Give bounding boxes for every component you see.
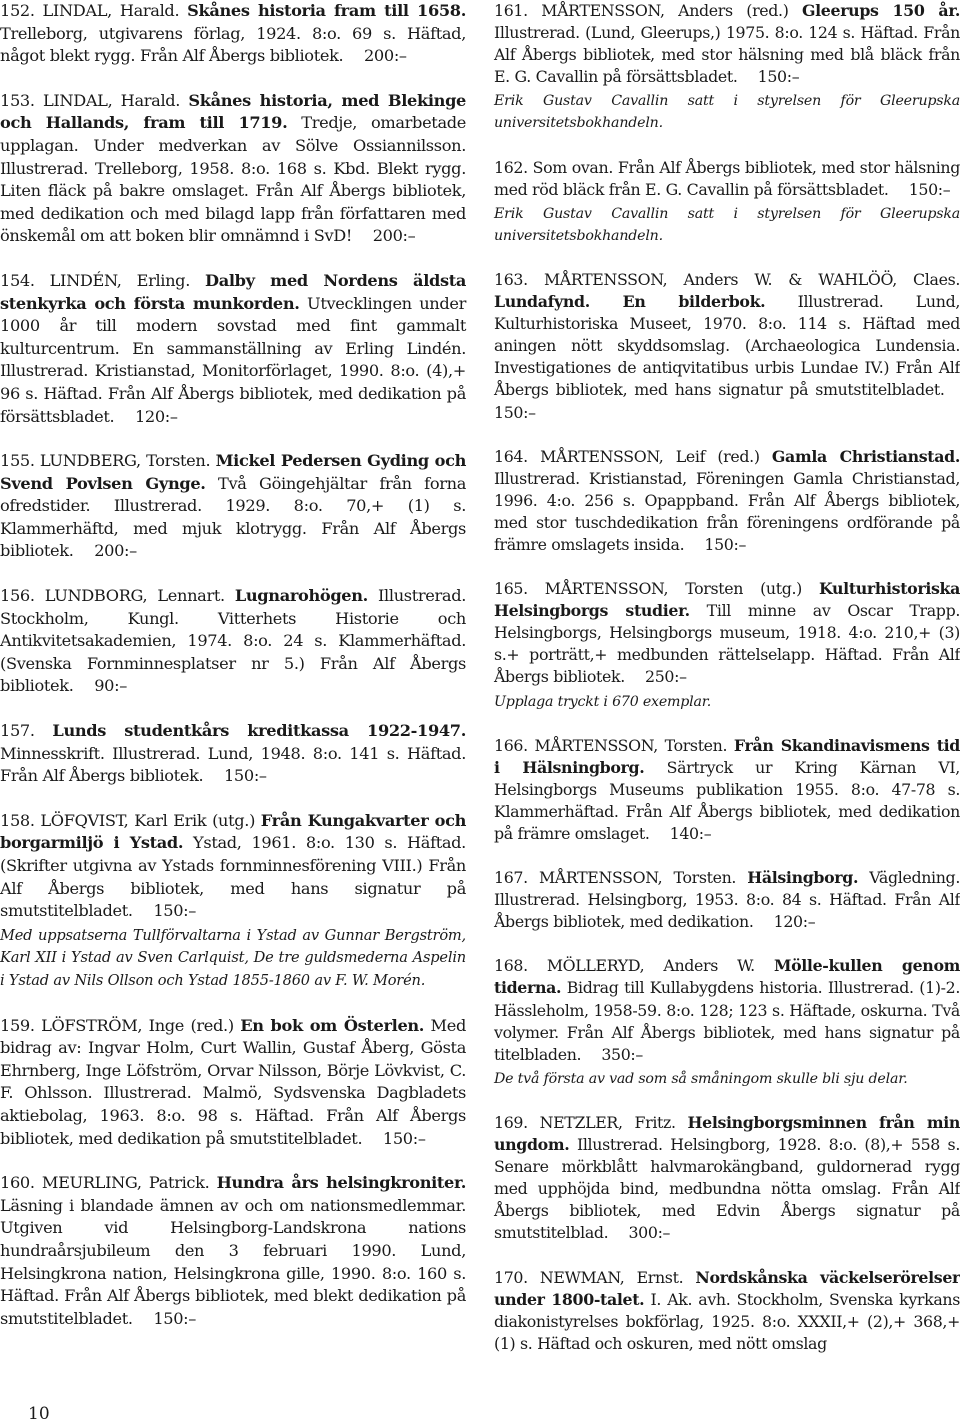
entry-title: Från Kungakvarter och borgarmiljö i Ystad. (0, 810, 466, 853)
entry-author: 165. MÅRTENSSON, Torsten (utg.) (494, 579, 820, 599)
catalog-entry (494, 955, 960, 1090)
entry-title: Från Skandinavismens tid i Hälsningborg. (494, 735, 960, 777)
catalog-entry (0, 810, 466, 993)
entry-description: Illustrerad. Kristianstad, Föreningen Gamla Christianstad, 1996. 4:o. 256 s. Opappband. Från Alf Åbergs bibliotek, med stor tuschdedikation från föreningens ordförande på främre omslagets insida. (494, 468, 960, 554)
entry-title: Lunds studentkårs kreditkassa 1922-1947. (52, 721, 466, 741)
entry-description: Minnesskrift. Illustrerad. Lund, 1948. 8:o. 141 s. Häftad. Från Alf Åbergs bibliotek. (0, 743, 466, 786)
entry-description: Från Alf Åbergs bibliotek, med stor hälsning med röd bläck från E. G. Cavallin på försättsbladet. (494, 157, 960, 199)
right-column (494, 0, 960, 1377)
entry-price: 150:– (223, 766, 267, 786)
page-number: 10 (28, 1404, 50, 1424)
catalog-entry (494, 1112, 960, 1245)
entry-author: 166. MÅRTENSSON, Torsten. (494, 735, 734, 755)
entry-author: 153. LINDAL, Harald. (0, 90, 189, 110)
catalog-entry (494, 269, 960, 424)
entry-price: 200:– (94, 541, 137, 561)
entry-author: 159. LÖFSTRÖM, Inge (red.) (0, 1015, 241, 1035)
entry-author: 156. LUNDBORG, Lennart. (0, 586, 235, 606)
entry-author: 162. Som ovan. (494, 157, 618, 177)
entry-note: Erik Gustav Cavallin satt i styrelsen för Gleerupska universitetsbokhandeln. (494, 205, 960, 244)
entry-price: 120:– (134, 406, 178, 426)
catalog-entry (494, 1267, 960, 1355)
entry-note: Upplaga tryckt i 670 exemplar. (494, 693, 712, 710)
entry-description: Illustrerad. Lund, Kulturhistoriska Museet, 1970. 8:o. 114 s. Häftad med aningen nött skyddsomslag. (Archaeologica Lundensia. Investigationes de antiqvitatibus urbis Lundae IV.) Från Alf Åbergs bibliotek, med hans signatur på smutstitelbladet. (494, 292, 960, 400)
entry-author: 163. MÅRTENSSON, Anders W. & WAHLÖÖ, Claes. (494, 269, 960, 289)
entry-author: 168. MÖLLERYD, Anders W. (494, 956, 774, 976)
catalog-entry (0, 585, 466, 698)
catalog-entry (0, 450, 466, 563)
entry-author: 167. MÅRTENSSON, Torsten. (494, 868, 748, 888)
catalog-entry (494, 0, 960, 135)
entry-description: Ystad, 1961. 8:o. 130 s. Häftad. (Skrifter utgivna av Ystads fornminnesförening VIII.) Från Alf Åbergs bibliotek, med hans signatur på smutstitelbladet. (0, 833, 466, 921)
catalog-entry (0, 270, 466, 428)
entry-author: 169. NETZLER, Fritz. (494, 1112, 688, 1132)
entry-description: Illustrerad. (Lund, Gleerups,) 1975. 8:o. 124 s. Häftad. Från Alf Åbergs bibliotek, med stor hälsning med blå bläck från E. G. Cavallin på försättsbladet. (494, 23, 960, 87)
entry-author: 164. MÅRTENSSON, Leif (red.) (494, 446, 772, 466)
entry-title: Mickel Pedersen Gyding och Svend Povlsen Gynge. (0, 451, 466, 493)
entry-price: 150:– (704, 534, 747, 554)
entry-title: Gleerups 150 år. (802, 1, 960, 20)
entry-title: Hälsingborg. (747, 868, 859, 888)
catalog-entry (0, 90, 466, 248)
left-column (0, 0, 466, 1352)
entry-description: Med bidrag av: Ingvar Holm, Curt Wallin, Gustaf Åberg, Gösta Ehrnberg, Inge Löfström, Orvar Nilsson, Börje Lövkvist, C. F. Ohlsson. Illustrerad. Malmö, Sydsvenska Dagbladets aktiebolag, 1963. 8:o. 98 s. Häftad. Från Alf Åbergs bibliotek, med dedikation på smutstitelbladet. (0, 1015, 466, 1148)
entry-description: Illustrerad. Helsingborg, 1928. 8:o. (8),+ 558 s. Senare mörkblått halvmarokängband, guldornerad rygg med upphöjda bind, medbundna nötta omslag. Från Alf Åbergs bibliotek, med Edvin Åbergs signatur på smutstitelblad. (494, 1135, 960, 1243)
entry-title: Lugnarohögen. (234, 586, 368, 606)
entry-price: 150:– (153, 1308, 197, 1328)
catalog-entry (0, 1015, 466, 1151)
entry-description: Till minne av Oscar Trapp. Helsingborgs, Helsingborgs museum, 1918. 4:o. 210,+ (3) s.+ porträtt,+ medbunden rättelselapp. Häftad. Från Alf Åbergs bibliotek. (494, 601, 960, 687)
entry-price: 300:– (628, 1223, 671, 1243)
entry-note: Med uppsatserna Tullförvaltarna i Ystad av Gunnar Bergström, Karl XII i Ystad av Sven Carlquist, De tre guldsmederna Aspelin i Ystad av Nils Ollson och Ystad 1855-1860 av F. W. Morén. (0, 926, 466, 989)
entry-price: 90:– (94, 676, 127, 696)
entry-description: Tredje, omarbetade upplagan. Under medverkan av Sölve Ossiannilsson. Illustrerad. Trelleborg, 1958. 8:o. 168 s. Kbd. Blekt rygg. Liten fläck på bakre omslaget. Från Alf Åbergs bibliotek, med dedikation och med bilagd lapp från författaren med önskemål om att boken blir omnämnd i SvD! (0, 113, 466, 246)
entry-price: 350:– (601, 1044, 643, 1064)
entry-price: 150:– (908, 179, 951, 199)
entry-note: Erik Gustav Cavallin satt i styrelsen för Gleerupska universitetsbokhandeln. (494, 93, 960, 132)
entry-author: 160. MEURLING, Patrick. (0, 1173, 217, 1193)
entry-title: Nordskånska väckelserörelser under 1800-talet. (494, 1267, 960, 1309)
entry-description: Vägledning. Illustrerad. Helsingborg, 1953. 8:o. 84 s. Häftad. Från Alf Åbergs bibliotek, med dedikation. (494, 868, 960, 932)
entry-description: Bidrag till Kullabygdens historia. Illustrerad. (1)-2. Hässleholm, 1958-59. 8:o. 128; 123 s. Häftade, oskurna. Två volymer. Från Alf Åbergs bibliotek, med hans signatur på titelbladen. (494, 978, 960, 1064)
entry-author: 158. LÖFQVIST, Karl Erik (utg.) (0, 810, 261, 830)
entry-price: 150:– (494, 402, 536, 422)
entry-price: 250:– (645, 667, 687, 687)
entry-description: Särtryck ur Kring Kärnan VI, Helsingborgs Museums publikation 1955. 8:o. 47-78 s. Klammerhäftad. Från Alf Åbergs bibliotek, med dedikation på främre omslaget. (494, 757, 960, 843)
entry-price: 120:– (773, 912, 816, 932)
entry-title: Kulturhistoriska Helsingborgs studier. (494, 579, 960, 621)
entry-title: Hundra års helsingkroniter. (216, 1173, 466, 1193)
entry-description: Utvecklingen under 1000 år till modern sovstad med fint gammalt kulturcentrum. En sammanställning av Erling Lindén. Illustrerad. Kristianstad, Monitorförlaget, 1990. 8:o. (4),+ 96 s. Häftad. Från Alf Åbergs bibliotek, med dedikation på försättsbladet. (0, 293, 466, 426)
entry-description: Illustrerad. Stockholm, Kungl. Vitterhets Historie och Antikvitetsakademien, 1974. 8:o. 24 s. Klammerhäftad. (Svenska Fornminnesplatser nr 5.) Från Alf Åbergs bibliotek. (0, 586, 466, 696)
catalog-entry (0, 1172, 466, 1330)
entry-author: 152. LINDAL, Harald. (0, 1, 188, 20)
entry-description: Trelleborg, utgivarens förlag, 1924. 8:o. 69 s. Häftad, något blekt rygg. Från Alf Åbergs bibliotek. (0, 23, 466, 66)
entry-description: I. Ak. avh. Stockholm, Svenska kyrkans diakonistyrelses bokförlag, 1925. 8:o. XXXII,+ (2),+ 368,+ (1) s. Häftad och oskuren, med nött omslag (494, 1289, 960, 1353)
catalog-entry (0, 0, 466, 68)
entry-title: Dalby med Nordens äldsta stenkyrka och första munkorden. (0, 270, 466, 313)
entry-title: Skånes historia, med Blekinge och Hallands, fram till 1719. (0, 90, 466, 133)
entry-price: 200:– (363, 46, 407, 66)
catalog-entry (494, 157, 960, 247)
entry-title: Gamla Christianstad. (771, 446, 960, 466)
catalog-entry (494, 446, 960, 556)
catalog-entry (494, 867, 960, 933)
entry-price: 150:– (382, 1128, 426, 1148)
entry-author: 155. LUNDBERG, Torsten. (0, 451, 216, 471)
catalog-entry (494, 578, 960, 713)
entry-author: 157. (0, 721, 53, 741)
entry-title: Lundafynd. En bilderbok. (494, 292, 766, 312)
entry-title: En bok om Österlen. (240, 1015, 425, 1035)
entry-price: 150:– (757, 67, 800, 87)
catalog-entry (494, 735, 960, 845)
entry-description: Läsning i blandade ämnen av och om nationsmedlemmar. Utgiven vid Helsingborg-Landskrona nations hundraårsjubileum den 3 februari 1990. Lund, Helsingkrona nation, Helsingkrona gille, 1990. 8:o. 160 s. Häftad. Från Alf Åbergs bibliotek, med blekt dedikation på smutstitelbladet. (0, 1195, 466, 1328)
entry-title: Helsingborgsminnen från min ungdom. (494, 1112, 960, 1155)
entry-title: Skånes historia fram till 1658. (187, 1, 466, 20)
entry-price: 150:– (153, 901, 197, 921)
catalog-entry (0, 720, 466, 788)
entry-note: De två första av vad som så småningom skulle bli sju delar. (494, 1070, 908, 1087)
entry-description: Två Göingehjältar från forna ofredstider. Illustrerad. 1929. 8:o. 70,+ (1) s. Klammerhäftd, med mjuk klotrygg. Från Alf Åbergs bibliotek. (0, 473, 466, 561)
entry-price: 140:– (669, 824, 712, 843)
entry-author: 161. MÅRTENSSON, Anders (red.) (494, 1, 803, 20)
entry-title: Mölle-kullen genom tiderna. (494, 956, 960, 998)
entry-author: 170. NEWMAN, Ernst. (494, 1267, 696, 1287)
entry-price: 200:– (372, 226, 416, 246)
entry-author: 154. LINDÉN, Erling. (0, 270, 206, 290)
